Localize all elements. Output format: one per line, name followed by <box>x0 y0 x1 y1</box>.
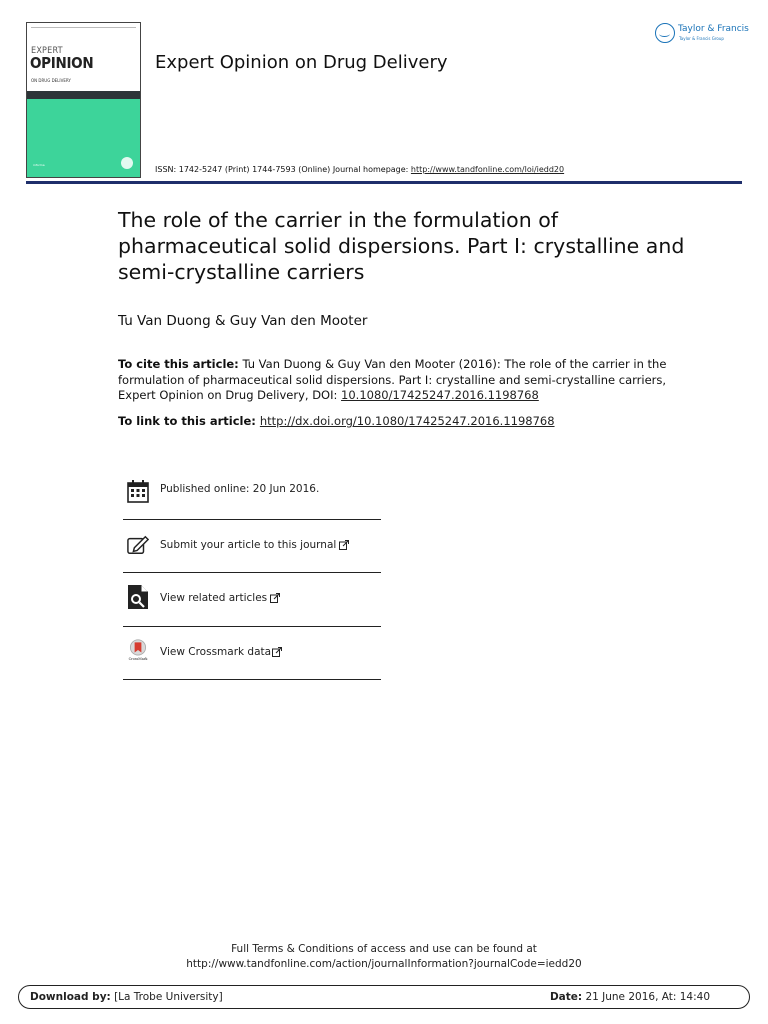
download-by <box>30 991 223 1003</box>
cover-green-panel <box>27 99 140 177</box>
related-articles-item[interactable] <box>123 573 381 627</box>
cover-publisher-label: informa <box>33 163 45 167</box>
crossmark-icon-text: CrossMark <box>128 656 148 661</box>
link-label: To link to this article: <box>118 414 260 428</box>
citation-block <box>118 357 678 404</box>
download-by-label: Download by: <box>30 991 111 1003</box>
journal-homepage-link[interactable]: http://www.tandfonline.com/loi/iedd20 <box>410 165 565 174</box>
header-divider <box>26 181 742 184</box>
doi-link[interactable]: 10.1080/17425247.2016.1198768 <box>341 388 539 403</box>
article-title: The role of the carrier in the formulation of pharmaceutical solid dispersions. Part I: crystalline and semi-crystalline carriers <box>118 208 685 284</box>
article-url-link[interactable]: http://dx.doi.org/10.1080/17425247.2016.1198768 <box>259 414 555 428</box>
crossmark-item[interactable] <box>123 627 381 681</box>
download-by-value: [La Trobe University] <box>110 991 223 1003</box>
external-link-icon <box>270 593 280 603</box>
article-authors: Tu Van Duong & Guy Van den Mooter <box>118 313 368 329</box>
submit-article-link[interactable] <box>160 539 349 551</box>
published-online-item <box>123 466 381 520</box>
publisher-name: Taylor & Francis <box>678 24 749 34</box>
submit-article-item[interactable] <box>123 520 381 574</box>
terms-line-1: Full Terms & Conditions of access and use can be found at <box>231 943 537 955</box>
related-articles-link[interactable] <box>160 592 280 604</box>
cover-dark-band <box>27 91 140 99</box>
cover-subtitle: ON DRUG DELIVERY <box>31 78 71 83</box>
download-date <box>550 991 710 1003</box>
cover-expert-text: EXPERT <box>31 46 63 56</box>
crossmark-label: View Crossmark data <box>160 645 272 658</box>
cover-opinion-text: OPINION <box>30 54 94 72</box>
crossmark-link[interactable] <box>160 646 282 658</box>
taylor-francis-logo-icon <box>655 23 675 43</box>
cite-text: Tu Van Duong & Guy Van den Mooter (2016): The role of the carrier in the formulation of pharmaceutical solid dispersions. Part I: crystalline and semi-crystalline carriers, Expert Opinion on Drug Delivery, DOI: <box>118 357 667 403</box>
terms-notice <box>0 942 768 972</box>
download-info-bar <box>18 985 750 1009</box>
article-action-list <box>123 466 381 680</box>
crossmark-icon <box>127 637 149 663</box>
cover-badge-icon <box>121 157 133 169</box>
journal-cover-image <box>26 22 141 178</box>
terms-url[interactable]: http://www.tandfonline.com/action/journalInformation?journalCode=iedd20 <box>186 958 582 970</box>
external-link-icon <box>272 647 282 657</box>
cover-top-rule <box>31 27 136 31</box>
external-link-icon <box>339 540 349 550</box>
taylor-francis-logo <box>655 22 749 46</box>
publisher-group: Taylor & Francis Group <box>679 36 724 41</box>
document-search-icon <box>127 584 149 610</box>
journal-title: Expert Opinion on Drug Delivery <box>155 52 448 73</box>
published-online-text: Published online: 20 Jun 2016. <box>160 483 320 495</box>
cite-label: To cite this article: <box>118 357 239 371</box>
edit-icon <box>127 532 149 558</box>
issn-text: ISSN: 1742-5247 (Print) 1744-7593 (Online) Journal homepage: <box>155 165 411 174</box>
download-date-label: Date: <box>549 991 583 1003</box>
issn-line <box>155 165 564 174</box>
calendar-icon <box>127 478 149 504</box>
submit-article-label: Submit your article to this journal <box>160 538 337 551</box>
article-link-line <box>118 414 555 428</box>
download-date-value: 21 June 2016, At: 14:40 <box>582 991 710 1003</box>
related-articles-label: View related articles <box>160 592 268 604</box>
